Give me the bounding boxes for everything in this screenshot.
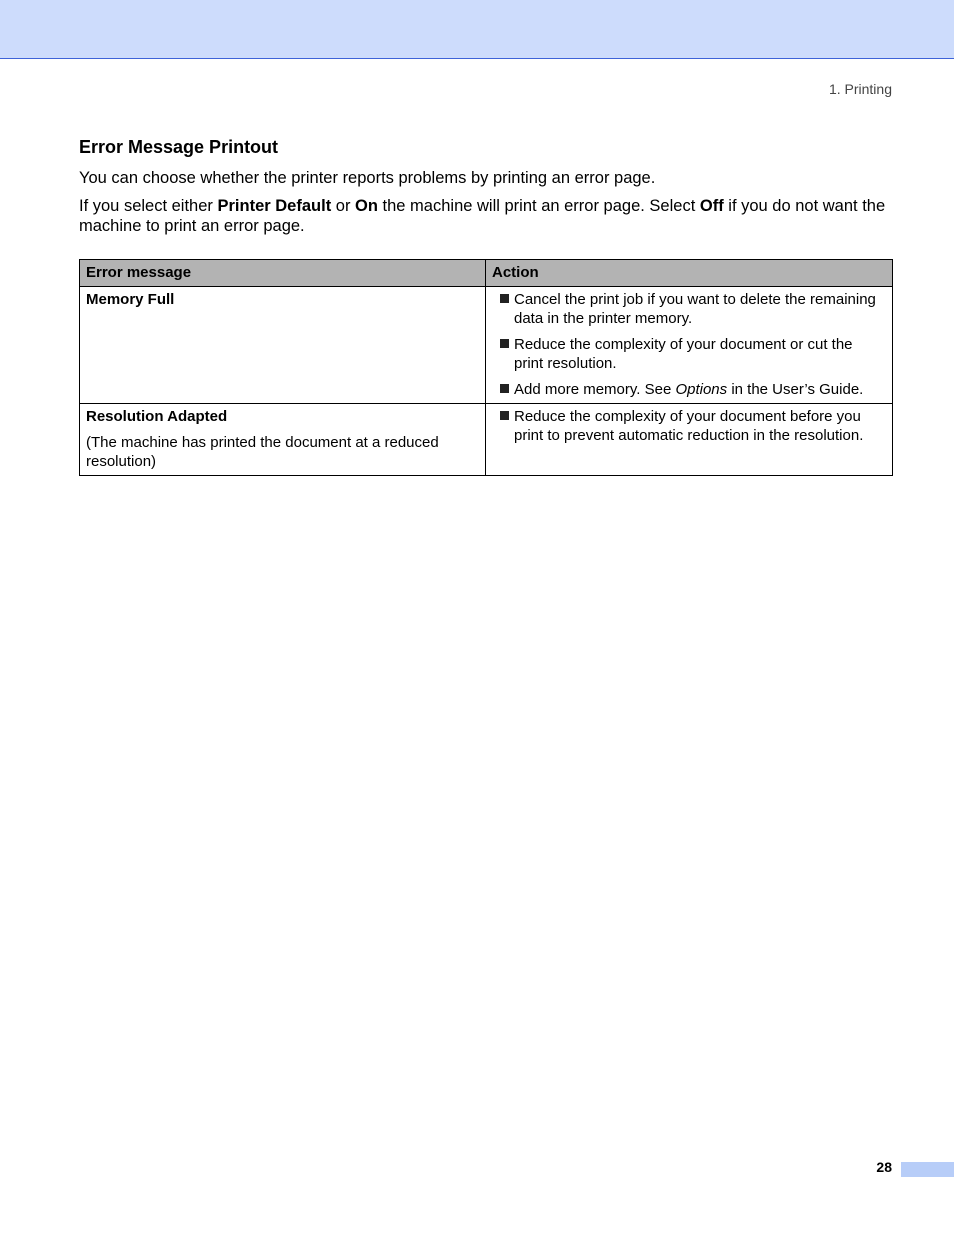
printer-default-term: Printer Default (217, 197, 332, 215)
p2-text-4: if you do not want the machine to print an error page. (79, 197, 886, 235)
running-head: 1. Printing (828, 81, 892, 97)
p2-text-3: the machine will print an error page. Select (377, 197, 700, 215)
off-term: Off (699, 197, 724, 215)
action-text: Reduce the complexity of your document before you print to prevent automatic reduction in the resolution. (514, 408, 864, 444)
table-row (80, 404, 893, 476)
table-header-row (80, 260, 893, 287)
list-item (492, 380, 880, 399)
error-note: (The machine has printed the document at a reduced resolution) (86, 434, 439, 470)
list-item (492, 407, 880, 445)
action-list (492, 290, 886, 399)
action-cell (486, 287, 893, 404)
column-header-action: Action (486, 260, 893, 287)
error-name: Resolution Adapted (86, 408, 228, 425)
error-name: Memory Full (86, 291, 175, 308)
footer-color-tab (901, 1162, 954, 1177)
error-cell (80, 404, 486, 476)
top-color-band (0, 0, 954, 59)
intro-paragraph: You can choose whether the printer reports problems by printing an error page. (79, 169, 656, 187)
p2-text-1: If you select either (79, 197, 218, 215)
selection-paragraph (79, 196, 894, 236)
table-row (80, 287, 893, 404)
action-text-pre: Add more memory. See (514, 381, 676, 398)
column-header-error-message: Error message (80, 260, 486, 287)
error-message-table (79, 259, 893, 476)
options-reference: Options (675, 381, 728, 398)
section-title: Error Message Printout (79, 137, 279, 157)
action-list (492, 407, 886, 445)
list-item (492, 290, 880, 328)
action-cell (486, 404, 893, 476)
square-bullet-icon (500, 384, 509, 393)
error-cell (80, 287, 486, 404)
square-bullet-icon (500, 339, 509, 348)
page-number: 28 (876, 1159, 892, 1175)
action-text: Reduce the complexity of your document or cut the print resolution. (514, 336, 853, 372)
list-item (492, 335, 880, 373)
p2-text-2: or (331, 197, 356, 215)
action-text-post: in the User’s Guide. (727, 381, 864, 398)
square-bullet-icon (500, 411, 509, 420)
on-term: On (355, 197, 378, 215)
square-bullet-icon (500, 294, 509, 303)
action-text: Cancel the print job if you want to delete the remaining data in the printer memory. (514, 291, 876, 327)
